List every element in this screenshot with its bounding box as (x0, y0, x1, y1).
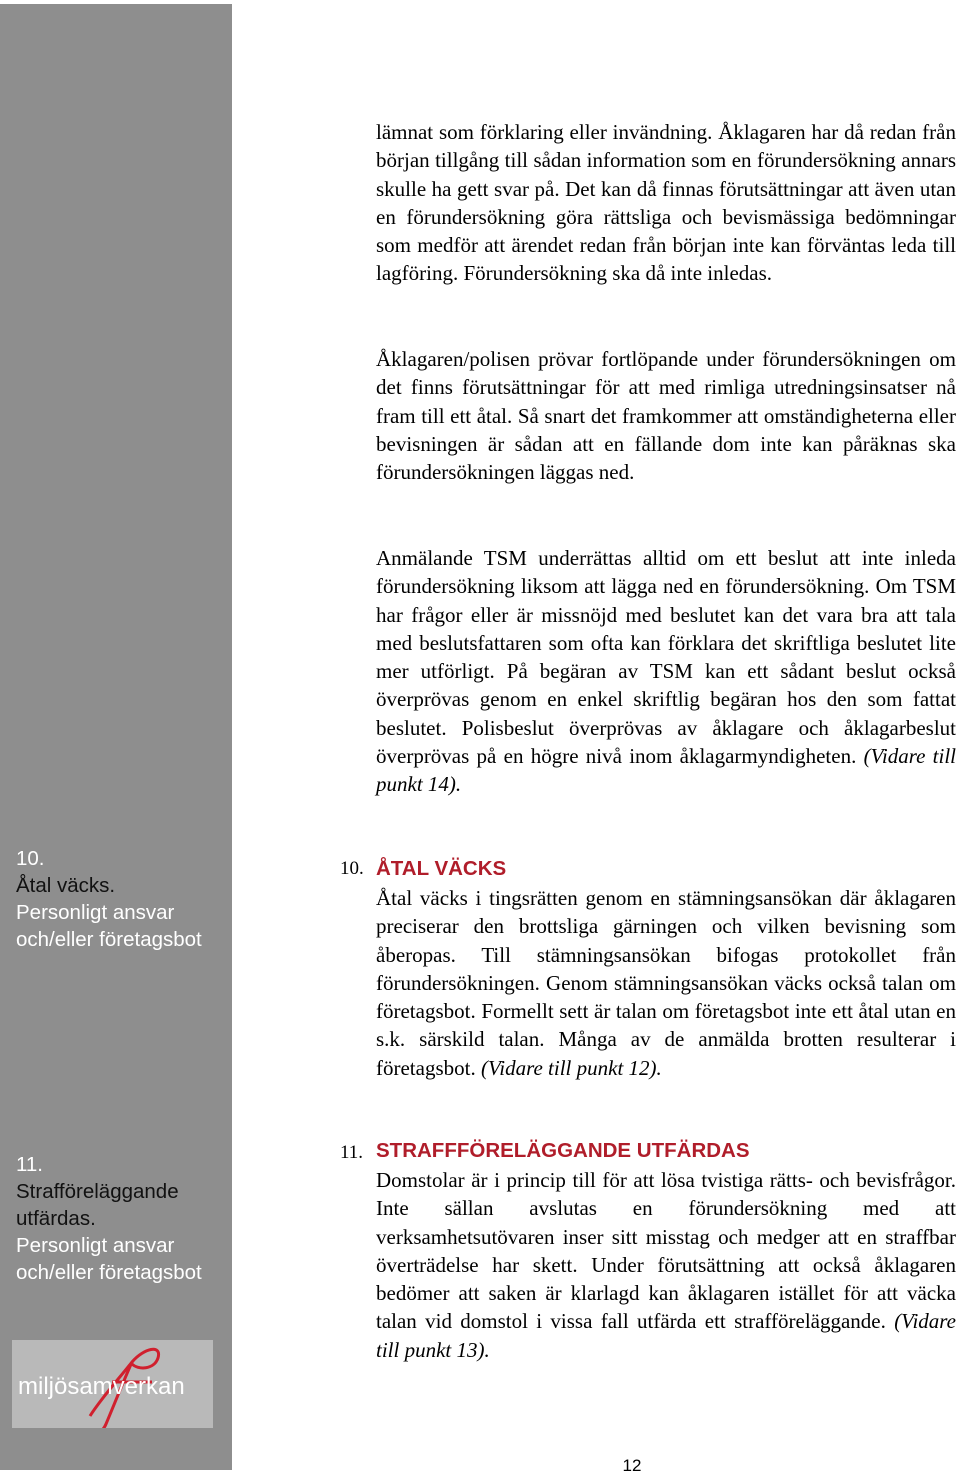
section-10-body (376, 884, 956, 1082)
section-11-number: 11. (340, 1142, 364, 1163)
body-paragraph-3 (376, 544, 956, 799)
miljosamverkan-logo (12, 1340, 213, 1428)
margin-note-11 (16, 1151, 221, 1286)
margin-note-10-number: 10. (16, 847, 45, 870)
cross-reference: (Vidare till punkt 13). (376, 1309, 956, 1362)
margin-sidebar (0, 4, 232, 1470)
margin-note-10 (16, 845, 221, 953)
cross-reference: (Vidare till punkt 12). (480, 1055, 662, 1080)
paragraph-text: Domstolar är i princip till för att lösa tvistiga rätts- och bevisfrågor. Inte sällan avslutas en förundersökning med att verksamhetsutövaren inser sitt misstag och medger att en straffbar överträdelse har skett. Under förutsättning att också åklagaren bedömer att saken är klarlagd kan åklagaren istället för att väcka talan vid domstol i vissa fall utfärda ett strafföreläggande. (Vidare till punkt 13). (376, 1168, 956, 1362)
paragraph-text: Åklagaren/polisen prövar fortlöpande under förundersökningen om det finns förutsättningar för att med rimliga utredningsinsatser nå fram till ett åtal. Så snart det framkommer att omständigheterna eller bevisningen är sådan att en fällande dom inte kan påräknas ska förundersökningen läggas ned. (376, 347, 956, 485)
margin-note-11-number: 11. (16, 1153, 43, 1176)
paragraph-text: Åtal väcks i tingsrätten genom en stämningsansökan där åklagaren preciserar den brottsliga gärningen och vilken bevisning som åberopas. Till stämningsansökan bifogas protokollet från förundersökningen. Genom stämningsansökan väcks också talan om företagsbot. Formellt sett är talan om företagsbot inte ett åtal utan en s.k. särskild talan. Många av de anmälda brotten resulterar i företagsbot. (Vidare till punkt 12). (376, 886, 956, 1080)
margin-note-10-rest: Personligt ansvar och/eller företagsbot (16, 901, 202, 951)
margin-note-10-title: Åtal väcks. (16, 874, 116, 897)
body-paragraph-1 (376, 118, 956, 288)
cross-reference: (Vidare till punkt 14). (376, 744, 957, 797)
section-11-body (376, 1166, 956, 1364)
paragraph-text: lämnat som förklaring eller invändning. Åklagaren har då redan från början tillgång till sådan information som en förundersökning annars skulle ha gett svar på. Det kan då finnas förutsättningar att även utan en förundersökning göra rättsliga och bevismässiga bedömningar som medför att ärendet redan från början inte kan förväntas leda till lagföring. Förundersökning ska då inte inledas. (376, 120, 956, 286)
body-paragraph-2 (376, 345, 956, 486)
section-10-heading: ÅTAL VÄCKS (376, 857, 507, 880)
paragraph-text: Anmälande TSM underrättas alltid om ett beslut att inte inleda förundersökning liksom att lägga ned en förundersökning. Om TSM har frågor eller är missnöjd med beslutet kan det vara bra att tala med beslutsfattaren som ofta kan förklara det skriftliga beslutet lite mer utförligt. På begäran av TSM kan ett sådant beslut också överprövas genom en enkel skriftlig begäran hos den som fattat beslutet. Polisbeslut överprövas av åklagare och åklagarbeslut överprövas på en högre nivå inom åklagarmyndigheten. (Vidare till punkt 14). (376, 546, 957, 797)
logo-wordmark: miljösamverkan (18, 1373, 185, 1400)
section-10-number: 10. (340, 858, 364, 879)
page-number: 12 (622, 1456, 642, 1475)
margin-note-11-rest: Personligt ansvar och/eller företagsbot (16, 1234, 202, 1284)
section-11-heading: STRAFFFÖRELÄGGANDE UTFÄRDAS (376, 1139, 750, 1162)
margin-note-11-title: Strafföreläggande utfärdas. (16, 1180, 179, 1230)
